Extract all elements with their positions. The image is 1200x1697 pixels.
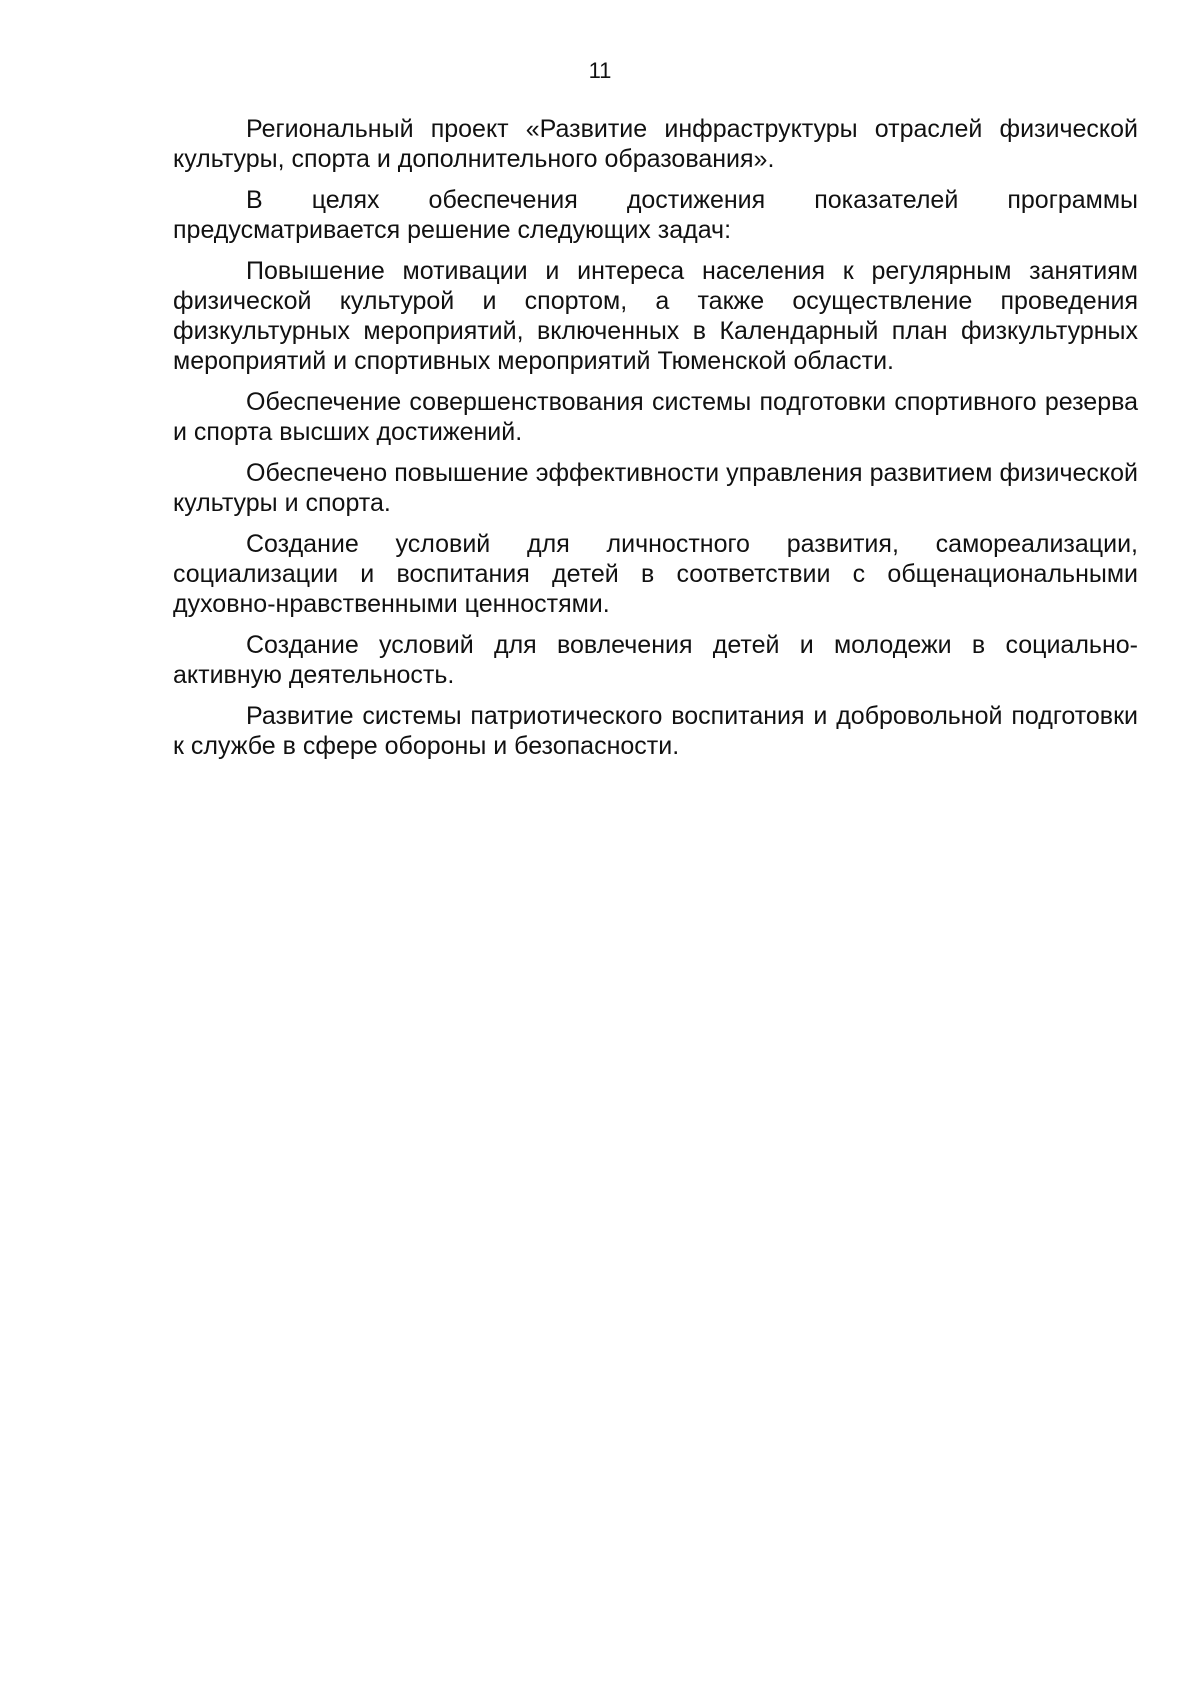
paragraph-task-youth-involvement: Создание условий для вовлечения детей и молодежи в социально-активную деятельность. — [173, 631, 1138, 689]
paragraph-task-management: Обеспечено повышение эффективности управления развитием физической культуры и спорта. — [173, 459, 1138, 517]
page-number: 11 — [588, 58, 612, 83]
paragraph-task-reserve: Обеспечение совершенствования системы подготовки спортивного резерва и спорта высших достижений. — [173, 388, 1138, 446]
paragraph-regional-project: Региональный проект «Развитие инфраструктуры отраслей физической культуры, спорта и дополнительного образования». — [173, 115, 1138, 173]
paragraph-task-patriotic-education: Развитие системы патриотического воспитания и добровольной подготовки к службе в сфере обороны и безопасности. — [173, 702, 1138, 760]
paragraph-goals-intro: В целях обеспечения достижения показателей программы предусматривается решение следующих задач: — [173, 186, 1138, 244]
paragraph-task-motivation: Повышение мотивации и интереса населения к регулярным занятиям физической культурой и спортом, а также осуществление проведения физкультурных мероприятий, включенных в Календарный план физкультурных мероприятий и спортивных мероприятий Тюменской области. — [173, 257, 1138, 375]
paragraph-task-personal-development: Создание условий для личностного развития, самореализации, социализации и воспитания детей в соответствии с общенациональными духовно-нравственными ценностями. — [173, 530, 1138, 618]
document-body — [173, 114, 1138, 772]
